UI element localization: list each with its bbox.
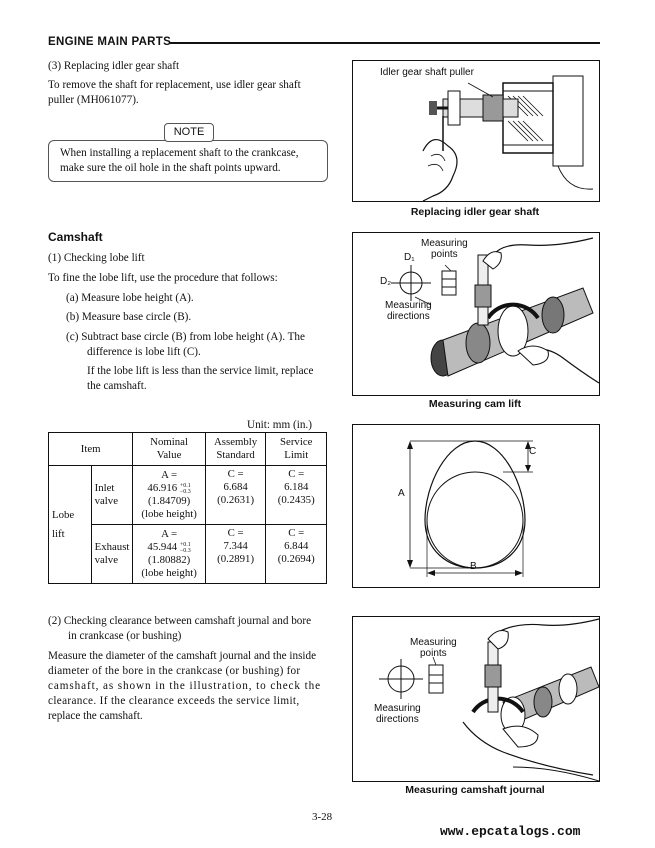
body-text: replace the camshaft. bbox=[48, 710, 143, 722]
cell-line: 6.684 bbox=[223, 481, 248, 493]
section-heading: (3) Replacing idler gear shaft bbox=[48, 60, 180, 72]
row-label-line: valve bbox=[94, 554, 118, 566]
row-label-line: Exhaust bbox=[94, 541, 130, 553]
section-title: Camshaft bbox=[48, 230, 103, 244]
watermark-url[interactable]: www.epcatalogs.com bbox=[440, 824, 581, 839]
body-text: puller (MH061077). bbox=[48, 94, 139, 106]
cell-line: (lobe height) bbox=[141, 567, 197, 579]
dimension-label-c: C bbox=[529, 446, 537, 457]
measuring-directions-line: directions bbox=[375, 714, 419, 725]
note-tag: NOTE bbox=[164, 123, 214, 142]
row-label bbox=[91, 466, 133, 525]
figure-caption: Measuring cam lift bbox=[428, 398, 522, 410]
dimension-label-a: A bbox=[398, 488, 405, 499]
col-header-line: Assembly bbox=[214, 436, 258, 448]
page-header: ENGINE MAIN PARTS bbox=[48, 36, 172, 48]
body-text: clearance. If the clearance exceeds the service limit, bbox=[48, 695, 300, 707]
measuring-points-label bbox=[410, 637, 457, 659]
service-cell bbox=[266, 466, 327, 525]
cell-line: C = bbox=[288, 468, 305, 480]
cell-line: C = bbox=[227, 468, 244, 480]
table-row bbox=[49, 466, 327, 525]
list-item: difference is lobe lift (C). bbox=[87, 346, 201, 358]
col-header-line: Service bbox=[280, 436, 313, 448]
header-rule bbox=[170, 42, 600, 44]
measuring-points-label bbox=[421, 238, 468, 260]
body-text: the camshaft. bbox=[87, 380, 147, 392]
step-heading: in crankcase (or bushing) bbox=[68, 630, 182, 642]
assembly-cell bbox=[205, 466, 266, 525]
cell-line: (0.2631) bbox=[217, 494, 255, 506]
figure-label: Idler gear shaft puller bbox=[380, 67, 474, 78]
figure-caption: Measuring camshaft journal bbox=[405, 784, 545, 796]
measuring-points-line: Measuring bbox=[410, 637, 457, 648]
cell-line: (0.2891) bbox=[217, 553, 255, 565]
cell-line: (lobe height) bbox=[141, 508, 197, 520]
cell-line: C = bbox=[227, 527, 244, 539]
step-heading: (1) Checking lobe lift bbox=[48, 252, 145, 264]
service-cell bbox=[266, 525, 327, 584]
row-label bbox=[91, 525, 133, 584]
cell-line: C = bbox=[288, 527, 305, 539]
figure-caption: Replacing idler gear shaft bbox=[410, 206, 540, 218]
list-item: (b) Measure base circle (B). bbox=[66, 311, 192, 323]
list-item: (c) Subtract base circle (B) from lobe height (A). The bbox=[66, 331, 305, 343]
nominal-cell bbox=[133, 466, 205, 525]
table-header-row bbox=[49, 433, 327, 466]
body-text: diameter of the bore in the crankcase (or bushing) for bbox=[48, 665, 301, 677]
nominal-value: 46.916 bbox=[147, 482, 178, 494]
measuring-directions-line: directions bbox=[386, 311, 430, 322]
symbol-label-d2: D₂ bbox=[380, 276, 392, 287]
col-header bbox=[133, 433, 205, 466]
measuring-points-line: points bbox=[431, 249, 458, 260]
col-header bbox=[205, 433, 266, 466]
cell-line bbox=[136, 541, 201, 554]
row-label-line: valve bbox=[94, 495, 118, 507]
list-item: (a) Measure lobe height (A). bbox=[66, 292, 194, 304]
cell-line: (1.84709) bbox=[147, 495, 191, 507]
cell-line: (0.2435) bbox=[277, 494, 315, 506]
col-header: Item bbox=[49, 433, 133, 466]
body-text: To remove the shaft for replacement, use idler gear shaft bbox=[48, 79, 301, 91]
row-group-line: Lobe bbox=[52, 508, 75, 521]
measuring-directions-label bbox=[385, 300, 432, 322]
cell-line bbox=[136, 482, 201, 495]
row-group-label bbox=[49, 466, 92, 584]
nominal-value: 45.944 bbox=[147, 541, 178, 553]
note-text: When installing a replacement shaft to the crankcase, bbox=[60, 147, 299, 159]
tolerance-lower: −0.3 bbox=[179, 547, 191, 554]
body-text: Measure the diameter of the camshaft journal and the inside bbox=[48, 650, 317, 662]
symbol-label-d1: D₁ bbox=[404, 252, 415, 263]
col-header bbox=[266, 433, 327, 466]
tolerance-upper: +0.1 bbox=[179, 541, 191, 548]
tolerance bbox=[180, 542, 191, 554]
tolerance-lower: −0.3 bbox=[179, 488, 191, 495]
cell-line: 6.184 bbox=[284, 481, 309, 493]
cell-line: (0.2694) bbox=[277, 553, 315, 565]
col-header-line: Value bbox=[156, 449, 182, 461]
camshaft-journal-illustration bbox=[353, 617, 599, 781]
page-number: 3-28 bbox=[312, 811, 333, 823]
note-text: make sure the oil hole in the shaft points upward. bbox=[60, 162, 281, 174]
dimension-label-b: B bbox=[470, 561, 477, 572]
tolerance bbox=[180, 483, 191, 495]
cell-line: (1.80882) bbox=[147, 554, 191, 566]
lobe-lift-table bbox=[48, 432, 327, 584]
measuring-directions-line: Measuring bbox=[385, 300, 432, 311]
table-row bbox=[49, 525, 327, 584]
step-heading: (2) Checking clearance between camshaft journal and bore bbox=[48, 615, 312, 627]
measuring-points-line: Measuring bbox=[421, 238, 468, 249]
col-header-line: Standard bbox=[216, 449, 255, 461]
figure-idler-gear bbox=[352, 60, 600, 202]
cell-line: 6.844 bbox=[284, 540, 309, 552]
assembly-cell bbox=[205, 525, 266, 584]
cell-line: 7.344 bbox=[223, 540, 248, 552]
cell-line: A = bbox=[161, 528, 178, 540]
measuring-directions-label bbox=[374, 703, 421, 725]
body-text: camshaft, as shown in the illustration, to check the bbox=[48, 680, 321, 692]
col-header-line: Limit bbox=[284, 449, 309, 461]
row-label-line: Inlet bbox=[94, 482, 115, 494]
idler-gear-illustration bbox=[353, 61, 599, 201]
figure-camshaft-journal bbox=[352, 616, 600, 782]
measuring-directions-line: Measuring bbox=[374, 703, 421, 714]
nominal-cell bbox=[133, 525, 205, 584]
table-unit: Unit: mm (in.) bbox=[247, 419, 312, 431]
measuring-points-line: points bbox=[420, 648, 447, 659]
row-group-line: lift bbox=[52, 527, 65, 540]
body-text: If the lobe lift is less than the service limit, replace bbox=[87, 365, 314, 377]
col-header-line: Nominal bbox=[150, 436, 188, 448]
body-text: To fine the lobe lift, use the procedure that follows: bbox=[48, 272, 278, 284]
cell-line: A = bbox=[161, 469, 178, 481]
tolerance-upper: +0.1 bbox=[179, 482, 191, 489]
